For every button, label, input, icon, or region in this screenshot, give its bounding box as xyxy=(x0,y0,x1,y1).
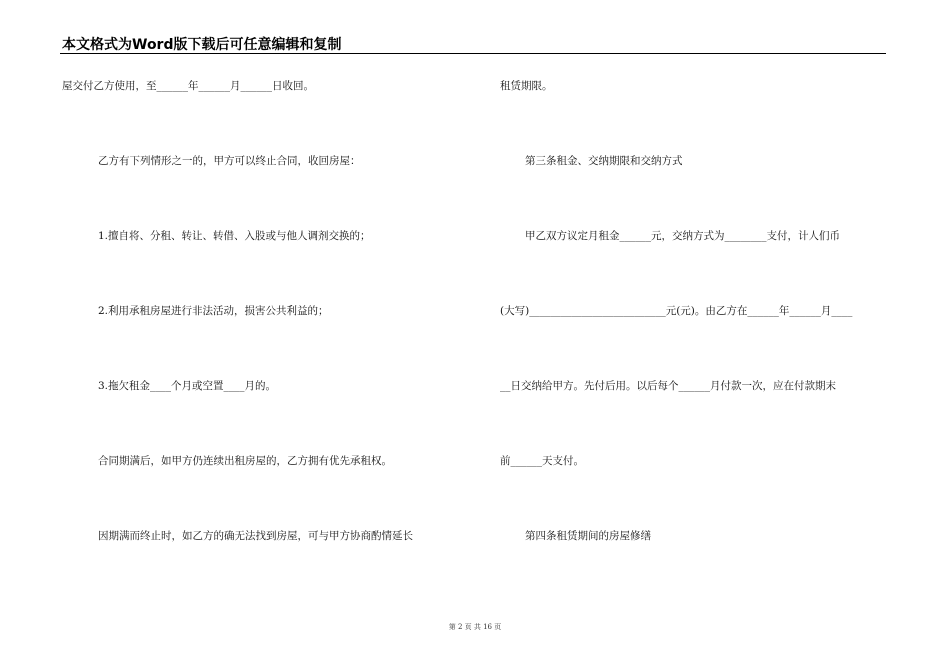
page-header-title: 本文格式为Word版下载后可任意编辑和复制 xyxy=(62,37,342,53)
text-line: 3.拖欠租金____个月或空置____月的。 xyxy=(98,380,277,392)
text-line: (大写)__________________________元(元)。由乙方在______年______月____ xyxy=(500,305,853,317)
left-column xyxy=(62,0,462,672)
text-line: 因期满而终止时，如乙方的确无法找到房屋，可与甲方协商酌情延长 xyxy=(98,530,413,542)
right-column xyxy=(500,0,888,672)
text-line: 第四条租赁期间的房屋修缮 xyxy=(525,530,651,542)
text-line: 租赁期限。 xyxy=(500,80,553,92)
text-line: 前______天支付。 xyxy=(500,455,584,467)
text-line: 合同期满后，如甲方仍连续出租房屋的，乙方拥有优先承租权。 xyxy=(98,455,392,467)
text-line: 屋交付乙方使用，至______年______月______日收回。 xyxy=(62,80,314,92)
text-line: 乙方有下列情形之一的，甲方可以终止合同，收回房屋： xyxy=(98,155,361,167)
text-line: 甲乙双方议定月租金______元，交纳方式为________支付，计人们币 xyxy=(525,230,840,242)
text-line: 2.利用承租房屋进行非法活动，损害公共利益的； xyxy=(98,305,329,317)
text-line: 第三条租金、交纳期限和交纳方式 xyxy=(525,155,683,167)
page-number: 第 2 页 共 16 页 xyxy=(448,623,502,631)
text-line: 1.擅自将、分租、转让、转借、入股或与他人调剂交换的； xyxy=(98,230,371,242)
text-line: __日交纳给甲方。先付后用。以后每个______月付款一次，应在付款期末 xyxy=(500,380,836,392)
